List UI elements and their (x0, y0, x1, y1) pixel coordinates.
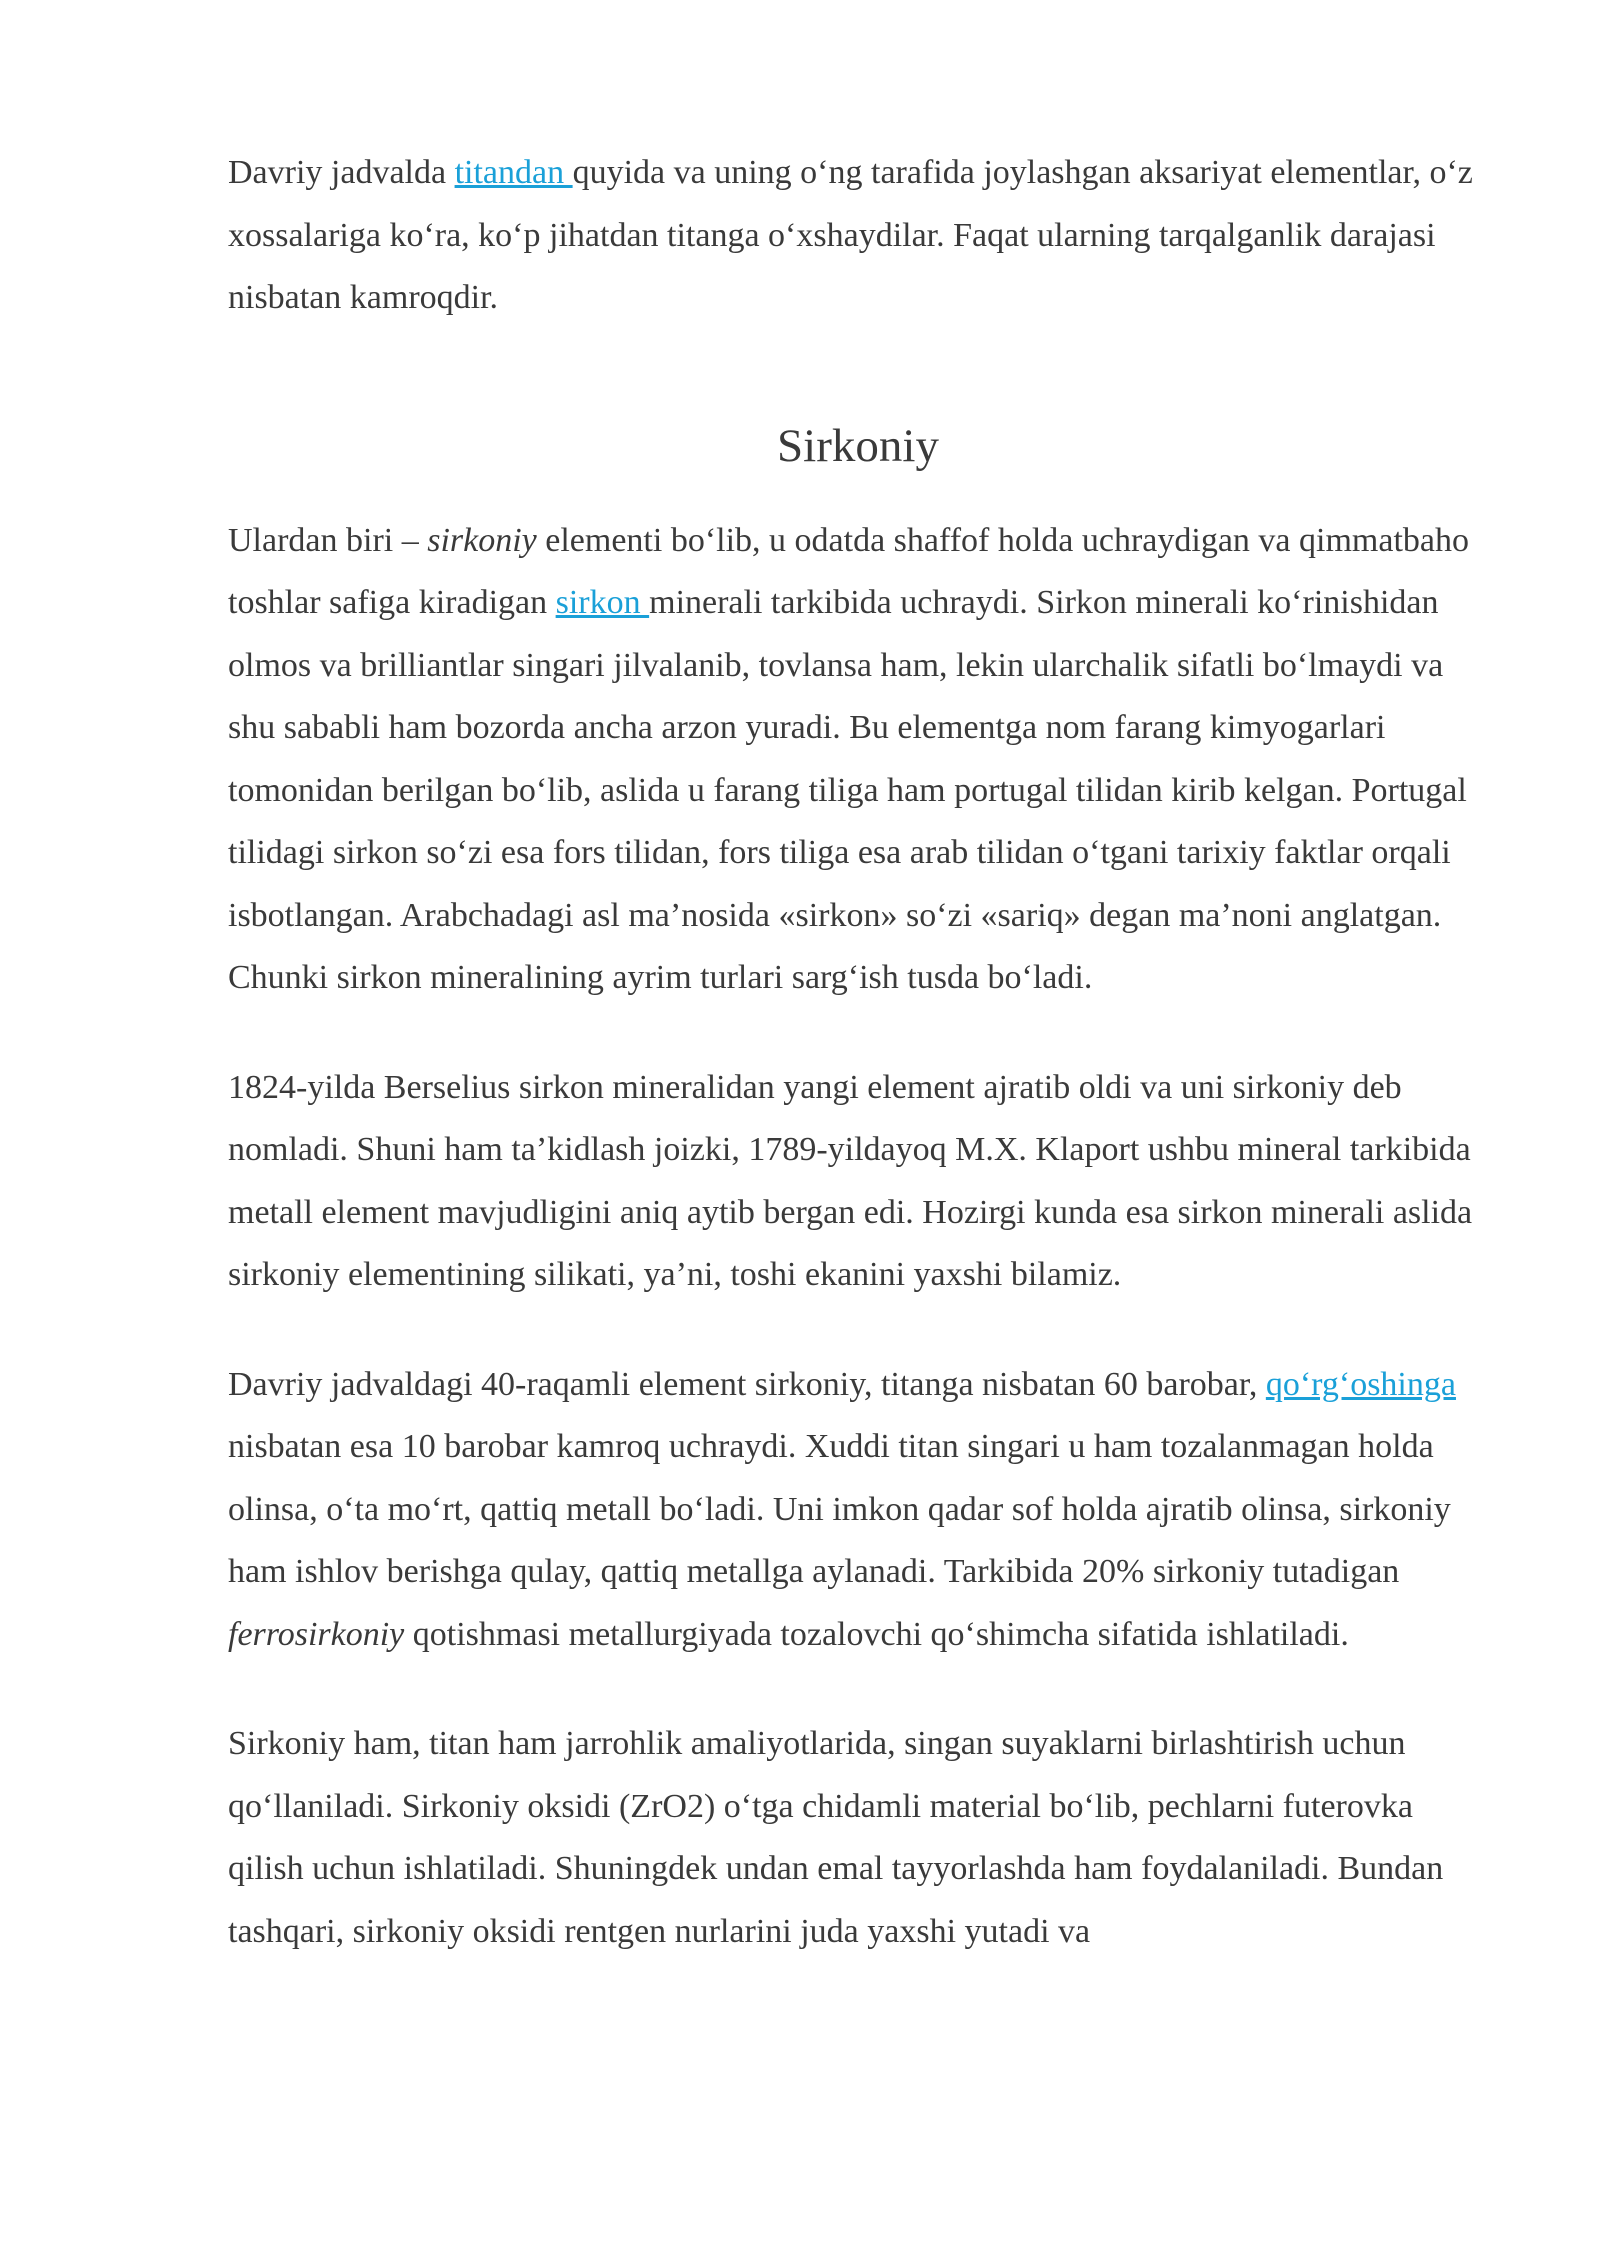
para1-text-3: minerali tarkibida uchraydi. Sirkon minerali ko‘rinishidan olmos va brilliantlar singari jilvalanib, tovlansa ham, lekin ularchalik sifatli bo‘lmaydi va shu sababli ham bozorda ancha arzon yuradi. Bu elementga nom farang kimyogarlari tomonidan berilgan bo‘lib, aslida u farang tiliga ham portugal tilidan kirib kelgan. Portugal tilidagi sirkon so‘zi esa fors tilidan, fors tiliga esa arab tilidan o‘tgani tarixiy faktlar orqali isbotlangan. Arabchadagi asl ma’nosida «sirkon» so‘zi «sariq» degan ma’noni anglatgan. Chunki sirkon mineralining ayrim turlari sarg‘ish tusda bo‘ladi. (228, 584, 1467, 996)
para4-text: Sirkoniy ham, titan ham jarrohlik amaliyotlarida, singan suyaklarni birlashtirish uchun qo‘llaniladi. Sirkoniy oksidi (ZrO2) o‘tga chidamli material bo‘lib, pechlarni futerovka qilish uchun ishlatiladi. Shuningdek undan emal tayyorlashda ham foydalaniladi. Bundan tashqari, sirkoniy oksidi rentgen nurlarini juda yaxshi yutadi va (228, 1725, 1444, 1950)
intro-paragraph (228, 142, 1488, 330)
para3-text-3: qotishmasi metallurgiyada tozalovchi qo‘shimcha sifatida ishlatiladi. (404, 1615, 1349, 1653)
link-sirkon[interactable]: sirkon (555, 584, 650, 621)
document-page (228, 142, 1488, 1963)
intro-text-1: Davriy jadvalda (228, 154, 455, 191)
para3-em-ferrosirkoniy: ferrosirkoniy (228, 1615, 405, 1653)
paragraph-4 (228, 1713, 1488, 1963)
paragraph-1 (228, 510, 1488, 1010)
paragraph-3 (228, 1354, 1488, 1667)
para1-em-sirkoniy: sirkoniy (427, 521, 537, 559)
paragraph-2 (228, 1057, 1488, 1307)
para1-text-2: elementi bo‘lib, u odatda shaffof holda uchraydigan va qimmatbaho toshlar safiga kiradigan (228, 521, 1469, 621)
para2-text: 1824-yilda Berselius sirkon mineralidan yangi element ajratib oldi va uni sirkoniy deb nomladi. Shuni ham ta’kidlash joizki, 1789-yildayoq M.X. Klaport ushbu mineral tarkibida metall element mavjudligini aniq aytib bergan edi. Hozirgi kunda esa sirkon minerali aslida sirkoniy elementining silikati, ya’ni, toshi ekanini yaxshi bilamiz. (228, 1068, 1473, 1293)
intro-text-2: quyida va uning o‘ng tarafida joylashgan aksariyat elementlar, o‘z xossalariga ko‘ra, ko‘p jihatdan titanga o‘xshaydilar. Faqat ularning tarqalganlik darajasi nisbatan kamroqdir. (228, 154, 1473, 316)
para3-text-1: Davriy jadvaldagi 40-raqamli element sirkoniy, titanga nisbatan 60 barobar, (228, 1365, 1266, 1403)
link-titandan[interactable]: titandan (454, 154, 573, 191)
para3-text-2: nisbatan esa 10 barobar kamroq uchraydi. Xuddi titan singari u ham tozalanmagan holda olinsa, o‘ta mo‘rt, qattiq metall bo‘ladi. Uni imkon qadar sof holda ajratib olinsa, sirkoniy ham ishlov berishga qulay, qattiq metallga aylanadi. Tarkibida 20% sirkoniy tutadigan (228, 1428, 1451, 1590)
section-heading: Sirkoniy (777, 419, 939, 472)
para1-text-1: Ulardan biri – (228, 521, 428, 559)
link-qorgoshinga[interactable]: qo‘rg‘oshinga (1265, 1365, 1456, 1403)
